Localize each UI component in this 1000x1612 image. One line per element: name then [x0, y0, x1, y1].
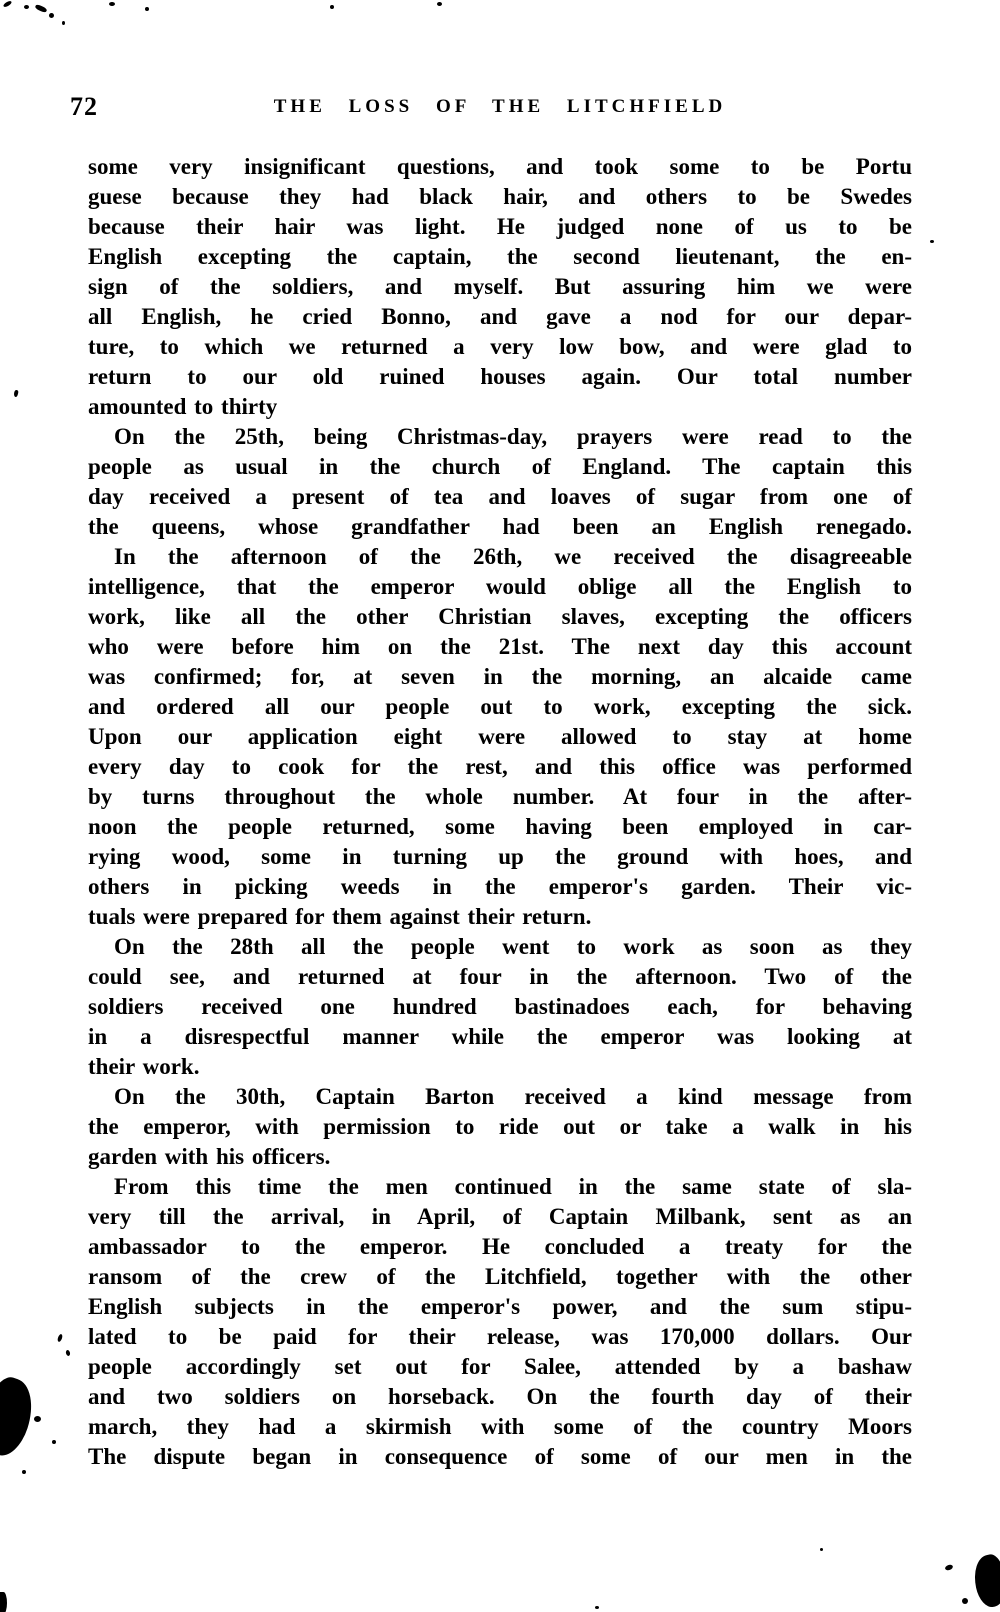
- scan-artifact: [65, 1350, 70, 1357]
- text-line: could see, and returned at four in the afternoon. Two of the: [88, 964, 912, 989]
- text-line: sign of the soldiers, and myself. But assuring him we were: [88, 274, 912, 299]
- text-line: garden with his officers.: [88, 1144, 331, 1169]
- text-line: English excepting the captain, the second lieutenant, the en-: [88, 244, 912, 269]
- scan-artifact: [52, 1440, 56, 1444]
- text-line: noon the people returned, some having been employed in car-: [88, 814, 912, 839]
- text-line: intelligence, that the emperor would oblige all the English to: [88, 574, 912, 599]
- text-line: soldiers received one hundred bastinadoes each, for behaving: [88, 994, 912, 1019]
- scan-artifact: [13, 390, 19, 398]
- scan-artifact: [3, 0, 13, 8]
- scan-artifact: [22, 1470, 26, 1474]
- scan-artifact: [62, 21, 65, 25]
- text-line: the emperor, with permission to ride out or take a walk in his: [88, 1114, 912, 1139]
- scan-artifact: [930, 240, 934, 243]
- scan-artifact: [24, 5, 29, 9]
- scan-artifact: [970, 1552, 1000, 1609]
- running-title: THE LOSS OF THE LITCHFIELD: [273, 96, 727, 117]
- scan-artifact: [35, 4, 48, 14]
- text-line: others in picking weeds in the emperor's garden. Their vic-: [88, 874, 912, 899]
- page-number: 72: [70, 92, 98, 121]
- text-line: their work.: [88, 1054, 200, 1079]
- text-line: march, they had a skirmish with some of the country Moors: [88, 1414, 912, 1439]
- scan-artifact: [0, 1592, 7, 1612]
- scan-artifact: [145, 7, 149, 11]
- running-header: [0, 92, 1000, 132]
- text-line: English subjects in the emperor's power, and the sum stipu-: [88, 1294, 912, 1319]
- scan-artifact: [34, 1416, 41, 1422]
- text-line: From this time the men continued in the same state of sla-: [114, 1174, 912, 1199]
- text-line: and ordered all our people out to work, excepting the sick.: [88, 694, 912, 719]
- text-line: people accordingly set out for Salee, attended by a bashaw: [88, 1354, 912, 1379]
- page-body: [88, 152, 912, 1472]
- scan-artifact: [437, 2, 442, 6]
- text-line: who were before him on the 21st. The next day this account: [88, 634, 912, 659]
- text-line: and two soldiers on horseback. On the fourth day of their: [88, 1384, 912, 1409]
- text-line: The dispute began in consequence of some of our men in the: [88, 1444, 912, 1469]
- text-line: day received a present of tea and loaves of sugar from one of: [88, 484, 912, 509]
- text-line: some very insignificant questions, and took some to be Portu: [88, 154, 912, 179]
- text-line: tuals were prepared for them against their return.: [88, 904, 592, 929]
- text-line: because their hair was light. He judged none of us to be: [88, 214, 912, 239]
- scan-artifact: [944, 1564, 953, 1571]
- text-line: people as usual in the church of England. The captain this: [88, 454, 912, 479]
- text-line: every day to cook for the rest, and this office was performed: [88, 754, 912, 779]
- text-line: work, like all the other Christian slaves, excepting the officers: [88, 604, 912, 629]
- text-line: Upon our application eight were allowed to stay at home: [88, 724, 912, 749]
- text-line: very till the arrival, in April, of Captain Milbank, sent as an: [88, 1204, 912, 1229]
- text-line: guese because they had black hair, and others to be Swedes: [88, 184, 912, 209]
- text-line: in a disrespectful manner while the emperor was looking at: [88, 1024, 912, 1049]
- scan-artifact: [595, 1606, 599, 1609]
- text-line: On the 28th all the people went to work as soon as they: [114, 934, 912, 959]
- text-line: amounted to thirty: [88, 394, 278, 419]
- text-line: In the afternoon of the 26th, we received the disagreeable: [114, 544, 912, 569]
- text-line: On the 30th, Captain Barton received a kind message from: [114, 1084, 912, 1109]
- text-line: was confirmed; for, at seven in the morning, an alcaide came: [88, 664, 912, 689]
- text-line: return to our old ruined houses again. Our total number: [88, 364, 912, 389]
- text-line: the queens, whose grandfather had been an English renegado.: [88, 514, 912, 539]
- text-line: by turns throughout the whole number. At four in the after-: [88, 784, 912, 809]
- scan-artifact: [57, 1334, 63, 1343]
- text-line: all English, he cried Bonno, and gave a nod for our depar-: [88, 304, 912, 329]
- scan-artifact: [962, 1598, 968, 1604]
- text-line: ture, to which we returned a very low bow, and were glad to: [88, 334, 912, 359]
- text-line: On the 25th, being Christmas-day, prayers were read to the: [114, 424, 912, 449]
- scan-artifact: [49, 13, 54, 18]
- text-line: ransom of the crew of the Litchfield, together with the other: [88, 1264, 912, 1289]
- scan-artifact: [109, 2, 115, 6]
- scan-artifact: [820, 1548, 823, 1551]
- text-line: lated to be paid for their release, was 170,000 dollars. Our: [88, 1324, 912, 1349]
- text-line: rying wood, some in turning up the ground with hoes, and: [88, 844, 912, 869]
- text-line: ambassador to the emperor. He concluded a treaty for the: [88, 1234, 912, 1259]
- scan-artifact: [330, 5, 334, 9]
